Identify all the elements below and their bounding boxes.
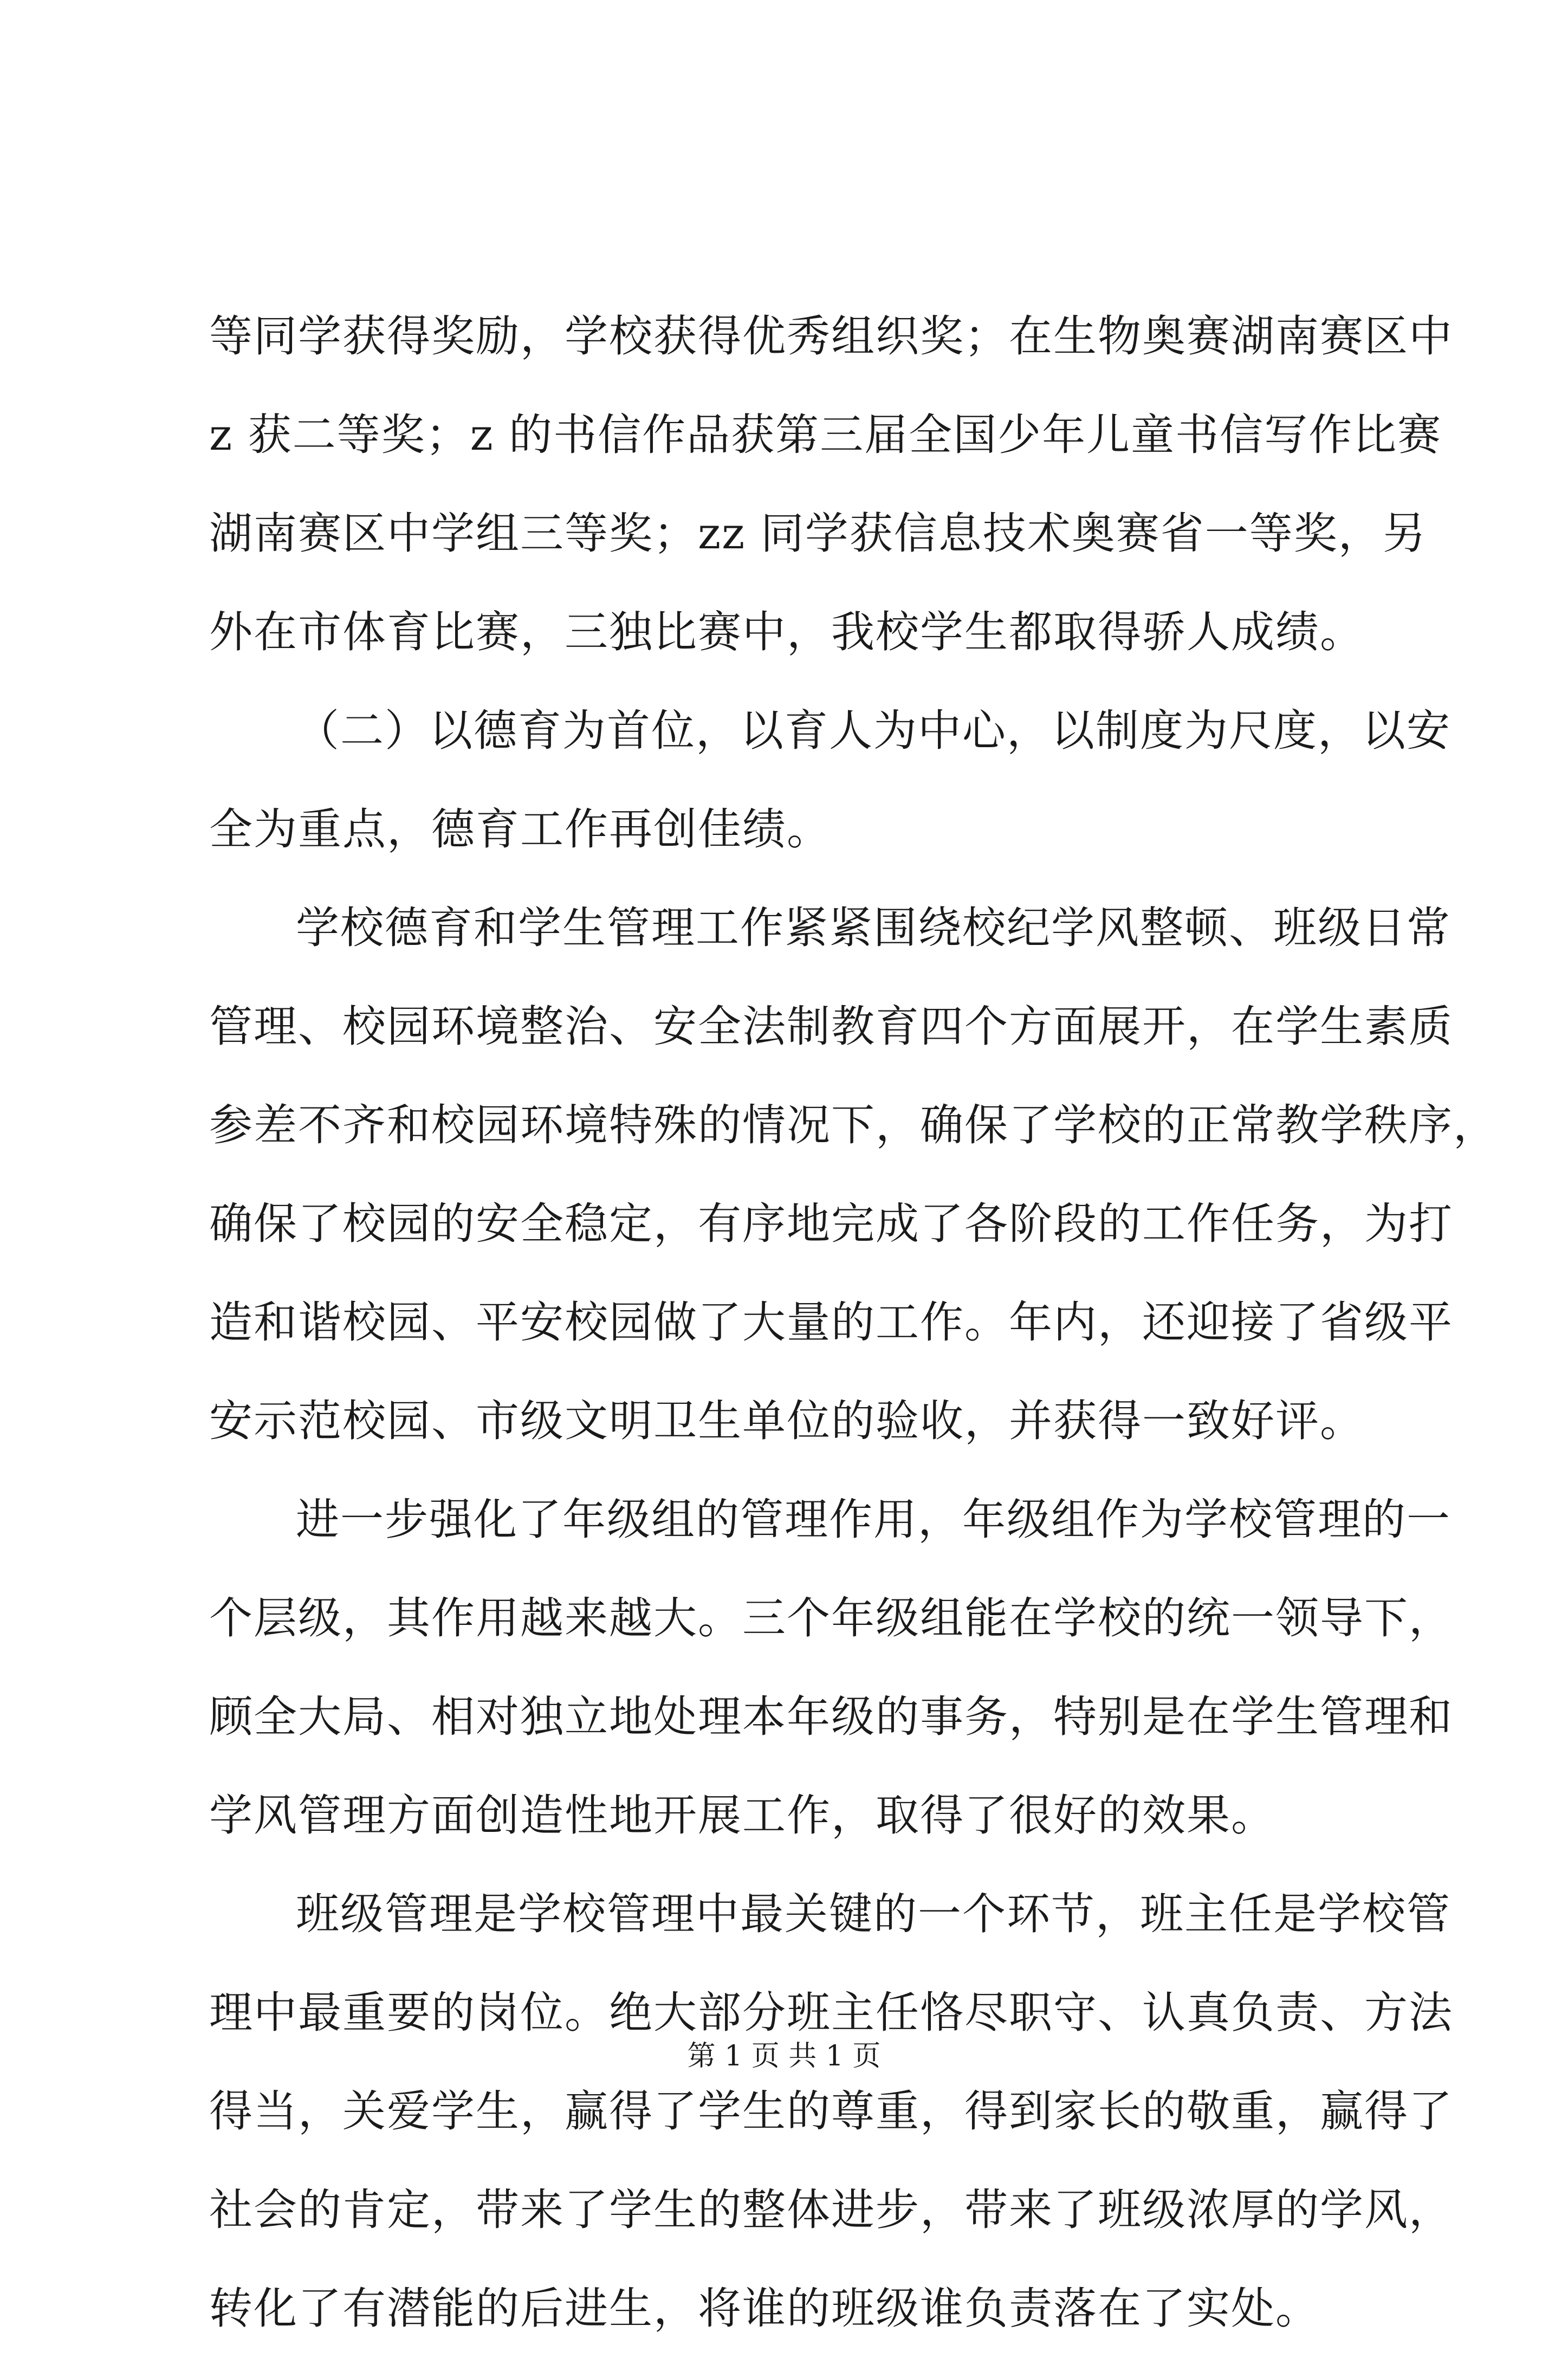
text-line: 外在市体育比赛，三独比赛中，我校学生都取得骄人成绩。 <box>209 607 1364 657</box>
text-line: 转化了有潜能的后进生，将谁的班级谁负责落在了实处。 <box>209 2283 1320 2334</box>
text-line: 个层级，其作用越来越大。三个年级组能在学校的统一领导下， <box>209 1593 1453 1643</box>
text-line: （二）以德育为首位，以育人为中心，以制度为尺度，以安 <box>296 705 1451 756</box>
text-line: 管理、校园环境整治、安全法制教育四个方面展开，在学生素质 <box>209 1001 1453 1052</box>
text-line: 等同学获得奖励，学校获得优秀组织奖；在生物奥赛湖南赛区中 <box>209 311 1453 361</box>
text-line: 全为重点，德育工作再创佳绩。 <box>209 804 831 854</box>
text-line: 湖南赛区中学组三等奖；zz 同学获信息技术奥赛省一等奖，另 <box>209 508 1427 559</box>
text-line: 理中最重要的岗位。绝大部分班主任恪尽职守、认真负责、方法 <box>209 1987 1453 2038</box>
text-line: 班级管理是学校管理中最关键的一个环节，班主任是学校管 <box>296 1889 1451 1939</box>
text-line: 确保了校园的安全稳定，有序地完成了各阶段的工作任务，为打 <box>209 1199 1453 1249</box>
text-line: 参差不齐和校园环境特殊的情况下，确保了学校的正常教学秩序， <box>209 1100 1498 1150</box>
text-line: 进一步强化了年级组的管理作用，年级组作为学校管理的一 <box>296 1494 1451 1545</box>
text-line: 造和谐校园、平安校园做了大量的工作。年内，还迎接了省级平 <box>209 1297 1453 1348</box>
page-footer: 第 1 页 共 1 页 <box>687 2040 881 2072</box>
text-line: 学校德育和学生管理工作紧紧围绕校纪学风整顿、班级日常 <box>296 903 1451 953</box>
text-line: 社会的肯定，带来了学生的整体进步，带来了班级浓厚的学风， <box>209 2185 1453 2235</box>
text-line: 得当，关爱学生，赢得了学生的尊重，得到家长的敬重，赢得了 <box>209 2086 1453 2136</box>
text-line: 顾全大局、相对独立地处理本年级的事务，特别是在学生管理和 <box>209 1692 1453 1742</box>
text-line: 学风管理方面创造性地开展工作，取得了很好的效果。 <box>209 1790 1275 1841</box>
text-line: z 获二等奖；z 的书信作品获第三届全国少年儿童书信写作比赛 <box>209 410 1442 460</box>
text-line: 安示范校园、市级文明卫生单位的验收，并获得一致好评。 <box>209 1396 1364 1446</box>
